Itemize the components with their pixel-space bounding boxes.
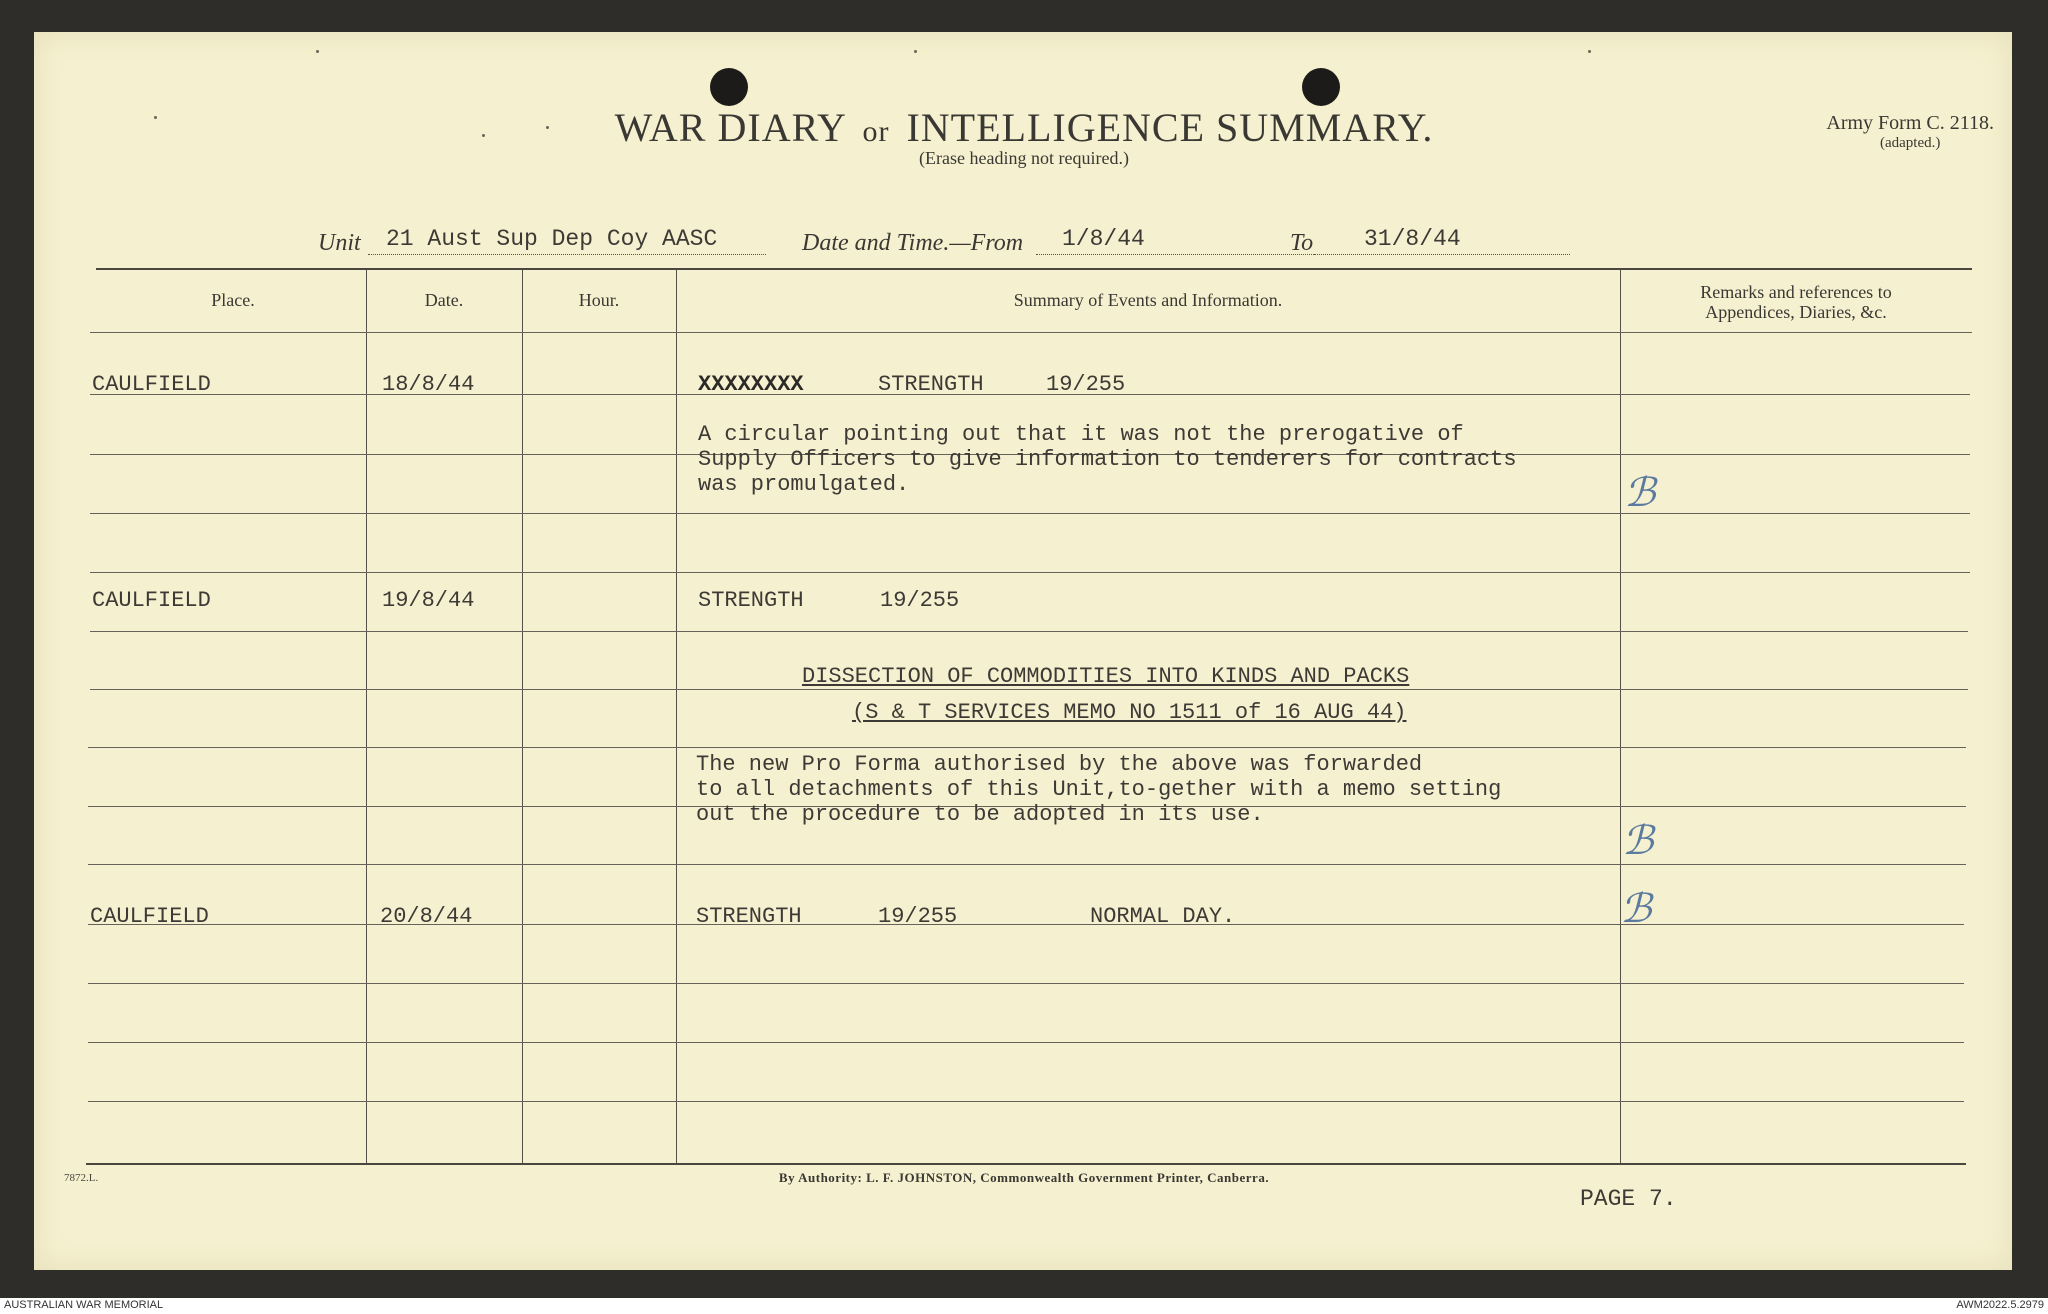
archive-name: AUSTRALIAN WAR MEMORIAL bbox=[4, 1299, 164, 1311]
column-divider bbox=[676, 270, 677, 1163]
printer-authority: By Authority: L. F. JOHNSTON, Commonwealth Government Printer, Canberra. bbox=[778, 1170, 1270, 1185]
strength-label: STRENGTH bbox=[698, 588, 804, 613]
ruled-line bbox=[88, 747, 1966, 748]
remarks-header-line1: Remarks and references to bbox=[1700, 282, 1892, 302]
memo-reference: (S & T SERVICES MEMO NO 1511 of 16 AUG 44) bbox=[852, 700, 1407, 725]
unit-label: Unit bbox=[318, 230, 361, 256]
ruled-line bbox=[88, 1042, 1964, 1043]
army-form-note: (adapted.) bbox=[1880, 135, 1941, 151]
column-header-hour: Hour. bbox=[578, 290, 620, 310]
form-subtitle: (Erase heading not required.) bbox=[919, 148, 1129, 168]
unit-dots bbox=[368, 254, 766, 255]
paper-speck bbox=[316, 50, 319, 53]
punch-hole bbox=[710, 68, 748, 106]
title-or: or bbox=[862, 115, 890, 148]
ruled-line bbox=[90, 689, 1968, 690]
archive-reference: AWM2022.5.2979 bbox=[1956, 1299, 2044, 1311]
table-top-rule bbox=[96, 268, 1972, 270]
diary-page bbox=[34, 32, 2012, 1270]
entry-place: CAULFIELD bbox=[92, 588, 211, 613]
strength-label: STRENGTH bbox=[696, 904, 802, 929]
from-value: 1/8/44 bbox=[1062, 226, 1145, 252]
strength-value: 19/255 bbox=[878, 904, 958, 929]
ruled-line bbox=[88, 1101, 1964, 1102]
paper-speck bbox=[914, 50, 917, 53]
entry-note: NORMAL DAY. bbox=[1090, 904, 1236, 929]
to-label: To bbox=[1290, 230, 1314, 256]
title-part1: WAR DIARY bbox=[614, 105, 846, 150]
entry-place: CAULFIELD bbox=[92, 372, 211, 397]
entry-summary-text: The new Pro Forma authorised by the above was forwarded to all detachments of this Unit,to-gether with a memo setting out the procedure to be adopted in its use. bbox=[696, 752, 1502, 827]
page-number: PAGE 7. bbox=[1580, 1186, 1677, 1212]
title-part2: INTELLIGENCE SUMMARY. bbox=[906, 105, 1434, 150]
strength-label: STRENGTH bbox=[878, 372, 984, 397]
strength-value: 19/255 bbox=[1046, 372, 1126, 397]
memo-heading: DISSECTION OF COMMODITIES INTO KINDS AND PACKS bbox=[802, 664, 1410, 689]
form-title bbox=[0, 104, 2048, 151]
ruled-line bbox=[90, 332, 1972, 333]
entry-date: 18/8/44 bbox=[382, 372, 475, 397]
ruled-line bbox=[88, 864, 1966, 865]
initials-signature: ℬ bbox=[1622, 818, 1654, 864]
column-divider bbox=[1620, 270, 1621, 1163]
entry-place: CAULFIELD bbox=[90, 904, 209, 929]
column-divider bbox=[366, 270, 367, 1163]
army-form-ref bbox=[1826, 112, 1994, 152]
form-code: 7872.L. bbox=[64, 1172, 99, 1184]
army-form-number: Army Form C. 2118. bbox=[1826, 112, 1994, 134]
entry-summary-text: A circular pointing out that it was not the prerogative of Supply Officers to give information to tenderers for contracts was promulgated. bbox=[698, 422, 1517, 497]
ruled-line bbox=[90, 631, 1968, 632]
ruled-line bbox=[90, 394, 1970, 395]
column-header-summary: Summary of Events and Information. bbox=[1013, 290, 1283, 310]
ruled-line bbox=[90, 572, 1970, 573]
struck-out-text: XXXXXXXX bbox=[698, 372, 804, 397]
unit-line bbox=[318, 228, 1570, 258]
remarks-header-line2: Appendices, Diaries, &c. bbox=[1705, 302, 1887, 322]
column-header-date: Date. bbox=[424, 290, 464, 310]
ruled-line bbox=[88, 924, 1964, 925]
punch-hole bbox=[1302, 68, 1340, 106]
archive-bar bbox=[0, 1298, 2048, 1314]
ruled-line bbox=[88, 983, 1964, 984]
to-value: 31/8/44 bbox=[1364, 226, 1461, 252]
date-time-label: Date and Time.—From bbox=[802, 230, 1024, 256]
to-dots bbox=[1314, 254, 1570, 255]
entry-date: 19/8/44 bbox=[382, 588, 475, 613]
unit-value: 21 Aust Sup Dep Coy AASC bbox=[386, 226, 718, 252]
paper-speck bbox=[1588, 50, 1591, 53]
column-header-remarks bbox=[1620, 282, 1972, 322]
table-bottom-rule bbox=[86, 1163, 1966, 1165]
ruled-line bbox=[90, 513, 1970, 514]
column-divider bbox=[522, 270, 523, 1163]
column-header-place: Place. bbox=[211, 290, 255, 310]
strength-value: 19/255 bbox=[880, 588, 960, 613]
entry-date: 20/8/44 bbox=[380, 904, 473, 929]
initials-signature: ℬ bbox=[1624, 470, 1656, 516]
initials-signature: ℬ bbox=[1620, 886, 1652, 932]
